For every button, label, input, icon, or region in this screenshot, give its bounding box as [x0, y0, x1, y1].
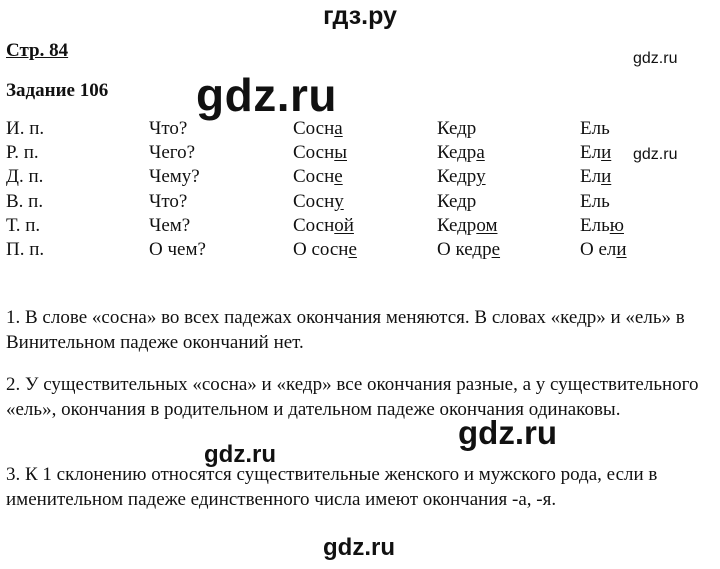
case-question: Чего?: [149, 142, 196, 164]
page-reference: Стр. 84: [6, 40, 69, 61]
word-stem: Кедр: [437, 166, 477, 188]
word-ending: а: [334, 118, 343, 139]
word-form: [437, 117, 476, 141]
word-form: [580, 190, 610, 214]
word-stem: Ель: [580, 190, 610, 212]
case-question: О чем?: [149, 239, 206, 260]
word-form: [580, 165, 611, 189]
word-form: [580, 238, 627, 262]
word-form: [437, 190, 476, 214]
word-ending: и: [616, 239, 627, 260]
watermark-small: gdz.ru: [633, 146, 678, 163]
word-form: [293, 190, 344, 214]
word-form: [580, 141, 611, 165]
word-form: [293, 117, 343, 141]
word-form: [293, 238, 357, 262]
watermark-middle: gdz.ru: [204, 441, 276, 468]
word-form: [293, 141, 347, 165]
word-stem: Ель: [580, 214, 610, 236]
watermark-bottom: gdz.ru: [323, 534, 395, 561]
watermark-small: gdz.ru: [633, 50, 678, 67]
word-ending: ой: [334, 214, 354, 236]
word-form: [293, 214, 354, 238]
word-stem: О сосн: [293, 239, 349, 260]
word-ending: ю: [609, 214, 624, 236]
word-stem: Ел: [580, 142, 602, 164]
word-ending: ом: [476, 214, 498, 236]
word-stem: О ел: [580, 239, 617, 260]
word-stem: Ель: [580, 118, 610, 139]
paragraph: 1. В слове «сосна» во всех падежах окончания меняются. В словах «кедр» и «ель» в Винительном падеже окончаний нет.: [6, 307, 685, 353]
word-form: [293, 165, 343, 189]
word-stem: Кедр: [437, 190, 477, 212]
word-stem: Ел: [580, 166, 602, 188]
word-form: [437, 141, 485, 165]
word-stem: Сосн: [293, 142, 335, 164]
word-stem: Кедр: [437, 214, 477, 236]
word-form: [437, 214, 497, 238]
word-form: [437, 238, 500, 262]
word-ending: е: [348, 239, 357, 260]
word-form: [580, 214, 624, 238]
case-question: Что?: [149, 118, 188, 139]
word-ending: у: [476, 166, 486, 188]
task-title: Задание 106: [6, 80, 109, 101]
word-ending: и: [601, 166, 612, 188]
word-ending: у: [334, 190, 344, 212]
word-stem: Кедр: [437, 142, 477, 164]
case-question: Чему?: [149, 166, 200, 188]
watermark-top: гдз.ру: [323, 2, 397, 30]
word-stem: Сосн: [293, 214, 335, 236]
case-label: П. п.: [6, 239, 45, 260]
case-label: Д. п.: [6, 166, 44, 188]
word-ending: е: [334, 166, 343, 188]
word-stem: О кедр: [437, 239, 492, 260]
word-form: [437, 165, 486, 189]
case-question: Что?: [149, 190, 188, 212]
paragraph: 2. У существительных «сосна» и «кедр» все окончания разные, а у существительного «ель», окончания в родительном и дательном падеже окончания одинаковы.: [6, 374, 699, 420]
word-form: [580, 117, 610, 141]
case-question: Чем?: [149, 214, 191, 236]
word-stem: Кедр: [437, 118, 477, 139]
word-ending: е: [491, 239, 501, 260]
case-label: Р. п.: [6, 142, 39, 164]
word-ending: и: [601, 142, 612, 164]
case-label: И. п.: [6, 118, 45, 139]
word-stem: Сосн: [293, 118, 335, 139]
case-label: Т. п.: [6, 214, 41, 236]
word-ending: а: [476, 142, 485, 164]
case-label: В. п.: [6, 190, 44, 212]
watermark-large: gdz.ru: [196, 69, 337, 121]
paragraph: 3. К 1 склонению относятся существительные женского и мужского рода, если в именительном падеже единственного числа имеют окончания -а, -я.: [6, 464, 658, 510]
word-stem: Сосн: [293, 166, 335, 188]
watermark-middle: gdz.ru: [458, 414, 557, 451]
word-stem: Сосн: [293, 190, 335, 212]
word-ending: ы: [334, 142, 348, 164]
